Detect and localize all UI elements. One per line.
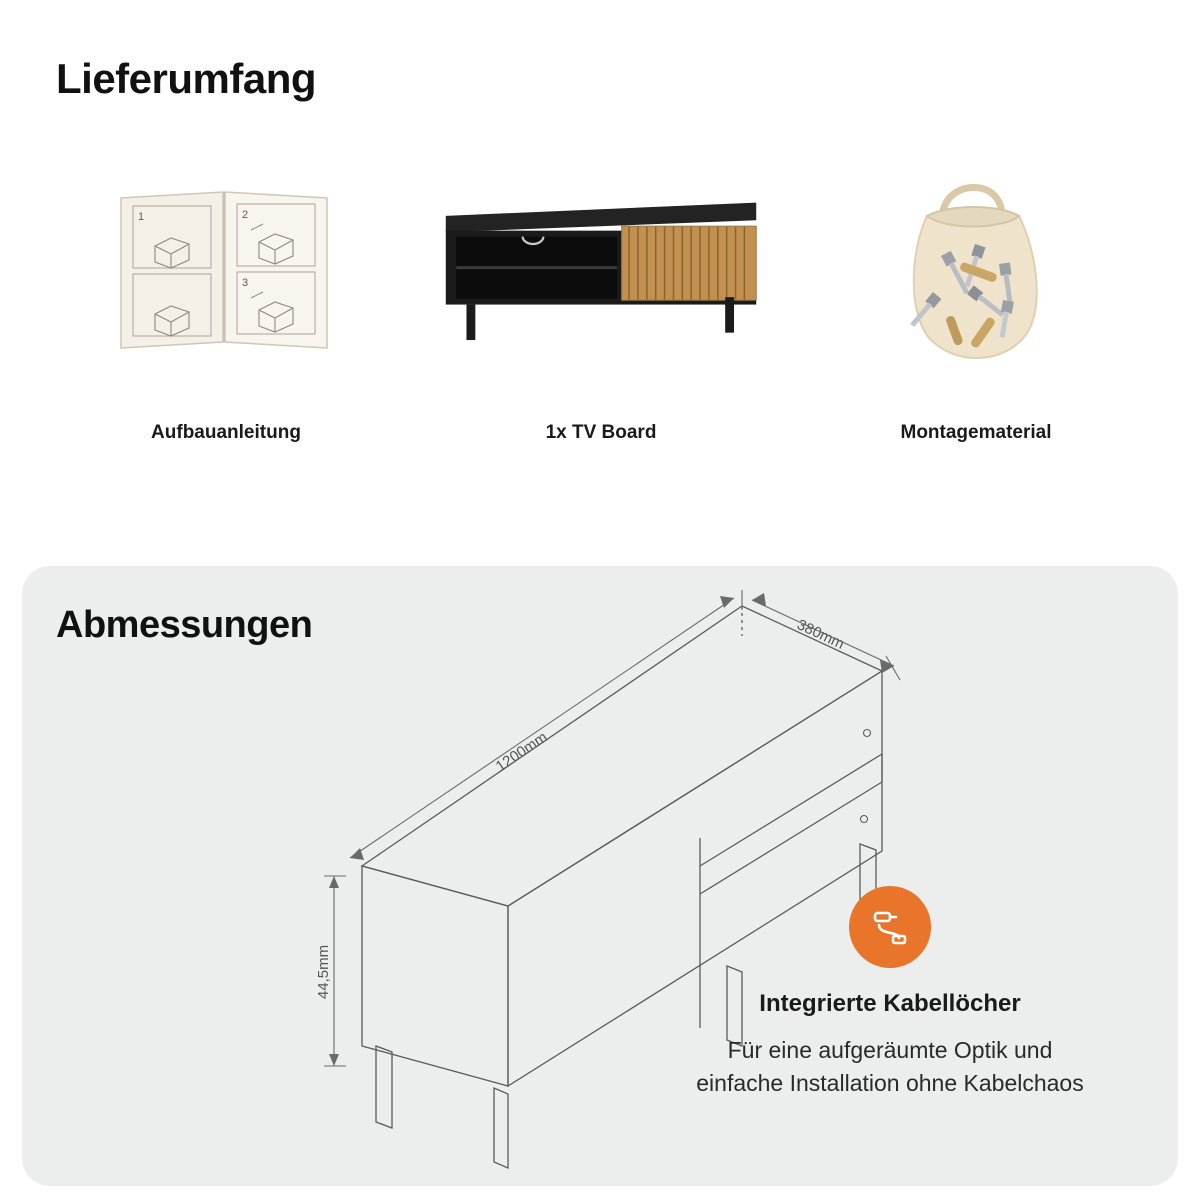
svg-text:2: 2: [242, 209, 249, 221]
dimensions-title: Abmessungen: [56, 604, 313, 646]
hardware-bag-icon: [871, 160, 1081, 390]
cable-plug-icon: [868, 905, 912, 949]
cable-plug-icon-badge: [849, 886, 931, 968]
manual-booklet-figure: [56, 150, 396, 400]
cable-feature-heading: Integrierte Kabellöcher: [759, 990, 1021, 1017]
list-item-label: Aufbauanleitung: [151, 422, 301, 443]
list-item-label: Montagematerial: [900, 422, 1052, 443]
tv-board-icon: [431, 165, 771, 385]
dimensions-section: [22, 566, 1178, 1186]
scope-items-list: [56, 150, 1146, 444]
hardware-bag-figure: [806, 150, 1146, 400]
cable-feature-text-line1: Für eine aufgeräumte Optik und: [727, 1037, 1053, 1063]
list-item: [431, 150, 771, 444]
page-title: Lieferumfang: [56, 55, 317, 102]
list-item-label: 1x TV Board: [545, 422, 657, 443]
height-dimension-label: 44,5mm: [315, 944, 332, 1000]
depth-dimension-label: 380mm: [794, 616, 847, 653]
scope-of-delivery-section: [0, 0, 1200, 560]
cable-feature-text-line2: einfache Installation ohne Kabelchaos: [696, 1069, 1084, 1096]
list-item: [56, 150, 396, 444]
svg-text:1: 1: [138, 211, 145, 223]
width-dimension-label: 1200mm: [492, 728, 551, 776]
list-item: [806, 150, 1146, 444]
manual-booklet-icon: [111, 180, 341, 370]
svg-text:3: 3: [242, 277, 249, 289]
cable-feature-block: [630, 886, 1150, 1099]
tv-board-figure: [431, 150, 771, 400]
